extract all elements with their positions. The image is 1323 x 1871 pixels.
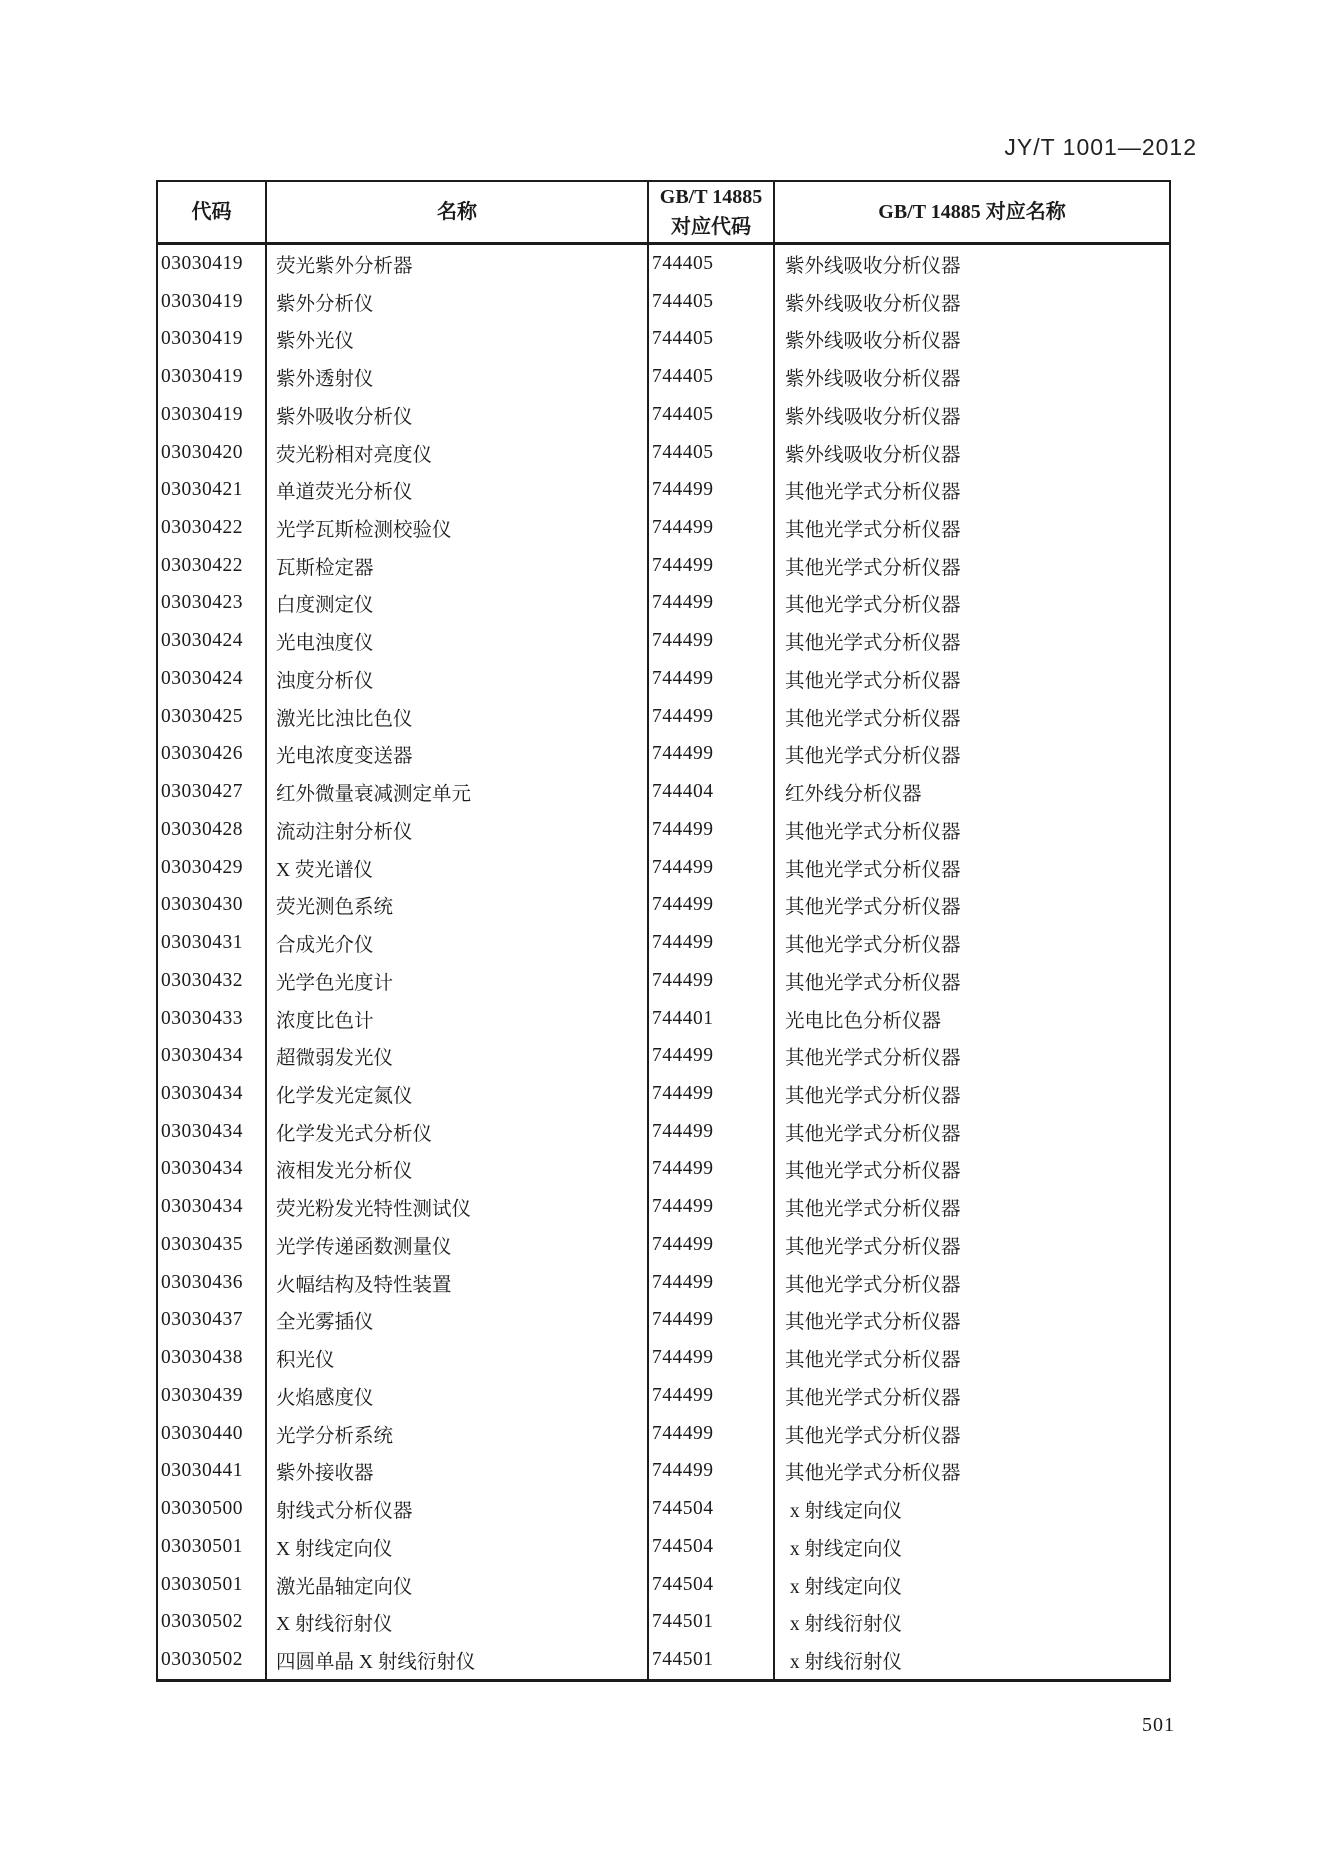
cell-gbt-name: 紫外线吸收分析仪器 xyxy=(785,406,961,428)
table-row xyxy=(158,962,1169,1000)
cell-name: 全光雾插仪 xyxy=(267,1302,649,1340)
cell-code: 03030437 xyxy=(158,1302,267,1340)
cell-code: 03030502 xyxy=(158,1603,267,1641)
cell-gbt-name: x 射线定向仪 xyxy=(785,1501,903,1523)
cell-gbt-code: 744499 xyxy=(649,1415,775,1453)
cell-gbt-code: 744499 xyxy=(649,1075,775,1113)
cell-name: 白度测定仪 xyxy=(267,585,649,623)
table-row xyxy=(158,320,1169,358)
cell-gbt-code: 744499 xyxy=(649,1339,775,1377)
cell-gbt-name: 其他光学式分析仪器 xyxy=(785,482,961,504)
cell-name: X 荧光谱仪 xyxy=(267,849,649,887)
cell-code: 03030501 xyxy=(158,1528,267,1566)
table-row xyxy=(158,471,1169,509)
cell-name: 液相发光分析仪 xyxy=(267,1151,649,1189)
table-row xyxy=(158,1528,1169,1566)
cell-gbt-name: 其他光学式分析仪器 xyxy=(785,557,961,579)
cell-name: X 射线定向仪 xyxy=(267,1528,649,1566)
table-row xyxy=(158,585,1169,623)
header-cell-gbt-code xyxy=(649,182,775,242)
cell-gbt-code: 744499 xyxy=(649,1377,775,1415)
cell-gbt-code: 744405 xyxy=(649,283,775,321)
cell-gbt-name: 其他光学式分析仪器 xyxy=(785,708,961,730)
table-row xyxy=(158,698,1169,736)
cell-name: 光学分析系统 xyxy=(267,1415,649,1453)
cell-name: 荧光粉发光特性测试仪 xyxy=(267,1188,649,1226)
cell-gbt-name: 其他光学式分析仪器 xyxy=(785,1236,961,1258)
header-gbt-code-line2: 对应代码 xyxy=(671,216,751,238)
cell-name: 荧光测色系统 xyxy=(267,886,649,924)
cell-name: 紫外吸收分析仪 xyxy=(267,396,649,434)
table-row xyxy=(158,849,1169,887)
cell-gbt-name: 光电比色分析仪器 xyxy=(785,1010,942,1032)
cell-gbt-code: 744405 xyxy=(649,434,775,472)
table-body xyxy=(158,245,1169,1679)
table-row xyxy=(158,622,1169,660)
cell-code: 03030438 xyxy=(158,1339,267,1377)
table-row xyxy=(158,1037,1169,1075)
cell-gbt-code: 744405 xyxy=(649,358,775,396)
cell-name: 浓度比色计 xyxy=(267,1000,649,1038)
table-row xyxy=(158,1226,1169,1264)
header-cell-code: 代码 xyxy=(158,182,267,242)
cell-name: 光电浓度变送器 xyxy=(267,736,649,774)
cell-name: 光电浊度仪 xyxy=(267,622,649,660)
cell-gbt-name: x 射线衍射仪 xyxy=(785,1614,903,1636)
cell-code: 03030434 xyxy=(158,1151,267,1189)
table-row xyxy=(158,1264,1169,1302)
cell-gbt-code: 744501 xyxy=(649,1641,775,1679)
cell-name: 光学传递函数测量仪 xyxy=(267,1226,649,1264)
table-row xyxy=(158,924,1169,962)
cell-code: 03030429 xyxy=(158,849,267,887)
cell-gbt-code: 744404 xyxy=(649,773,775,811)
cell-name: 紫外分析仪 xyxy=(267,283,649,321)
cell-gbt-name: x 射线定向仪 xyxy=(785,1538,903,1560)
cell-name: 紫外透射仪 xyxy=(267,358,649,396)
cell-code: 03030434 xyxy=(158,1188,267,1226)
cell-gbt-code: 744499 xyxy=(649,1453,775,1491)
cell-name: 流动注射分析仪 xyxy=(267,811,649,849)
cell-gbt-code: 744499 xyxy=(649,849,775,887)
cell-code: 03030434 xyxy=(158,1113,267,1151)
cell-gbt-name: 其他光学式分析仪器 xyxy=(785,1048,961,1070)
cell-name: 荧光紫外分析器 xyxy=(267,245,649,283)
table-row xyxy=(158,1113,1169,1151)
cell-gbt-name: 红外线分析仪器 xyxy=(785,784,922,806)
table-row xyxy=(158,396,1169,434)
header-cell-name: 名称 xyxy=(267,182,649,242)
cell-name: 单道荧光分析仪 xyxy=(267,471,649,509)
cell-gbt-code: 744499 xyxy=(649,1226,775,1264)
table-row xyxy=(158,1377,1169,1415)
cell-gbt-code: 744405 xyxy=(649,245,775,283)
cell-name: 光学色光度计 xyxy=(267,962,649,1000)
cell-name: 激光比浊比色仪 xyxy=(267,698,649,736)
cell-gbt-code: 744499 xyxy=(649,585,775,623)
cell-code: 03030424 xyxy=(158,622,267,660)
cell-name: 超微弱发光仪 xyxy=(267,1037,649,1075)
cell-gbt-name: 其他光学式分析仪器 xyxy=(785,1463,961,1485)
table-row xyxy=(158,1000,1169,1038)
cell-code: 03030436 xyxy=(158,1264,267,1302)
table-row xyxy=(158,245,1169,283)
cell-gbt-name: 其他光学式分析仪器 xyxy=(785,595,961,617)
cell-gbt-name: 其他光学式分析仪器 xyxy=(785,1123,961,1145)
table-row xyxy=(158,1566,1169,1604)
cell-gbt-code: 744499 xyxy=(649,886,775,924)
cell-name: 激光晶轴定向仪 xyxy=(267,1566,649,1604)
cell-gbt-code: 744499 xyxy=(649,1151,775,1189)
cell-gbt-code: 744499 xyxy=(649,962,775,1000)
table-row xyxy=(158,811,1169,849)
cell-gbt-code: 744499 xyxy=(649,547,775,585)
table-row xyxy=(158,358,1169,396)
cell-gbt-code: 744405 xyxy=(649,320,775,358)
cell-gbt-code: 744499 xyxy=(649,660,775,698)
cell-name: 紫外光仪 xyxy=(267,320,649,358)
cell-gbt-code: 744499 xyxy=(649,924,775,962)
table-row xyxy=(158,773,1169,811)
table-row xyxy=(158,1415,1169,1453)
table-row xyxy=(158,1151,1169,1189)
cell-code: 03030420 xyxy=(158,434,267,472)
cell-gbt-name: 其他光学式分析仪器 xyxy=(785,1274,961,1296)
cell-code: 03030431 xyxy=(158,924,267,962)
cell-code: 03030427 xyxy=(158,773,267,811)
table-row xyxy=(158,1339,1169,1377)
cell-gbt-name: 其他光学式分析仪器 xyxy=(785,897,961,919)
cell-gbt-name: 紫外线吸收分析仪器 xyxy=(785,293,961,315)
cell-code: 03030434 xyxy=(158,1037,267,1075)
cell-gbt-name: x 射线定向仪 xyxy=(785,1576,903,1598)
code-mapping-table xyxy=(156,180,1171,1682)
cell-gbt-name: 紫外线吸收分析仪器 xyxy=(785,444,961,466)
cell-gbt-name: 其他光学式分析仪器 xyxy=(785,972,961,994)
cell-gbt-name: 其他光学式分析仪器 xyxy=(785,633,961,655)
cell-code: 03030500 xyxy=(158,1490,267,1528)
cell-gbt-name: 其他光学式分析仪器 xyxy=(785,1161,961,1183)
cell-code: 03030419 xyxy=(158,320,267,358)
cell-gbt-code: 744499 xyxy=(649,698,775,736)
cell-gbt-name: 其他光学式分析仪器 xyxy=(785,1312,961,1334)
cell-gbt-code: 744499 xyxy=(649,736,775,774)
cell-code: 03030419 xyxy=(158,245,267,283)
cell-gbt-name: 其他光学式分析仪器 xyxy=(785,821,961,843)
table-row xyxy=(158,886,1169,924)
table-row xyxy=(158,1188,1169,1226)
cell-gbt-code: 744499 xyxy=(649,1113,775,1151)
cell-name: 浊度分析仪 xyxy=(267,660,649,698)
cell-code: 03030419 xyxy=(158,283,267,321)
cell-name: 光学瓦斯检测校验仪 xyxy=(267,509,649,547)
cell-code: 03030439 xyxy=(158,1377,267,1415)
table-row xyxy=(158,509,1169,547)
cell-gbt-code: 744499 xyxy=(649,509,775,547)
cell-gbt-name: x 射线衍射仪 xyxy=(785,1652,903,1674)
cell-gbt-name: 其他光学式分析仪器 xyxy=(785,746,961,768)
cell-gbt-name: 紫外线吸收分析仪器 xyxy=(785,369,961,391)
cell-gbt-name: 紫外线吸收分析仪器 xyxy=(785,331,961,353)
cell-gbt-code: 744499 xyxy=(649,811,775,849)
cell-gbt-name: 其他光学式分析仪器 xyxy=(785,935,961,957)
cell-name: 化学发光定氮仪 xyxy=(267,1075,649,1113)
table-row xyxy=(158,736,1169,774)
cell-code: 03030425 xyxy=(158,698,267,736)
header-cell-gbt-name: GB/T 14885 对应名称 xyxy=(878,201,1066,223)
cell-code: 03030441 xyxy=(158,1453,267,1491)
table-row xyxy=(158,1075,1169,1113)
cell-gbt-name: 其他光学式分析仪器 xyxy=(785,670,961,692)
cell-gbt-code: 744504 xyxy=(649,1490,775,1528)
cell-name: 红外微量衰减测定单元 xyxy=(267,773,649,811)
table-row xyxy=(158,1603,1169,1641)
cell-name: 火幅结构及特性装置 xyxy=(267,1264,649,1302)
cell-gbt-code: 744499 xyxy=(649,1264,775,1302)
cell-code: 03030440 xyxy=(158,1415,267,1453)
table-row xyxy=(158,1302,1169,1340)
cell-name: 瓦斯检定器 xyxy=(267,547,649,585)
cell-name: 合成光介仪 xyxy=(267,924,649,962)
cell-code: 03030434 xyxy=(158,1075,267,1113)
cell-code: 03030426 xyxy=(158,736,267,774)
cell-code: 03030430 xyxy=(158,886,267,924)
cell-gbt-code: 744504 xyxy=(649,1566,775,1604)
cell-name: 火焰感度仪 xyxy=(267,1377,649,1415)
cell-code: 03030432 xyxy=(158,962,267,1000)
cell-gbt-code: 744499 xyxy=(649,1037,775,1075)
table-row xyxy=(158,434,1169,472)
header-gbt-code-line1: GB/T 14885 xyxy=(659,186,763,208)
cell-gbt-code: 744499 xyxy=(649,622,775,660)
cell-code: 03030423 xyxy=(158,585,267,623)
cell-name: 四圆单晶 X 射线衍射仪 xyxy=(267,1641,649,1679)
cell-code: 03030502 xyxy=(158,1641,267,1679)
cell-gbt-code: 744501 xyxy=(649,1603,775,1641)
cell-code: 03030422 xyxy=(158,547,267,585)
cell-gbt-code: 744405 xyxy=(649,396,775,434)
cell-code: 03030501 xyxy=(158,1566,267,1604)
cell-name: X 射线衍射仪 xyxy=(267,1603,649,1641)
cell-gbt-code: 744499 xyxy=(649,471,775,509)
table-row xyxy=(158,660,1169,698)
document-standard-number: JY/T 1001—2012 xyxy=(1004,134,1197,160)
cell-code: 03030421 xyxy=(158,471,267,509)
cell-gbt-name: 其他光学式分析仪器 xyxy=(785,1199,961,1221)
cell-gbt-name: 其他光学式分析仪器 xyxy=(785,1387,961,1409)
cell-code: 03030428 xyxy=(158,811,267,849)
cell-name: 紫外接收器 xyxy=(267,1453,649,1491)
cell-code: 03030422 xyxy=(158,509,267,547)
cell-gbt-name: 其他光学式分析仪器 xyxy=(785,1086,961,1108)
table-row xyxy=(158,1641,1169,1679)
cell-gbt-name: 其他光学式分析仪器 xyxy=(785,1350,961,1372)
cell-gbt-name: 其他光学式分析仪器 xyxy=(785,859,961,881)
cell-code: 03030424 xyxy=(158,660,267,698)
cell-gbt-code: 744499 xyxy=(649,1302,775,1340)
cell-name: 积光仪 xyxy=(267,1339,649,1377)
cell-name: 射线式分析仪器 xyxy=(267,1490,649,1528)
table-row xyxy=(158,1453,1169,1491)
table-row xyxy=(158,283,1169,321)
cell-gbt-code: 744499 xyxy=(649,1188,775,1226)
cell-gbt-code: 744401 xyxy=(649,1000,775,1038)
cell-code: 03030419 xyxy=(158,358,267,396)
cell-gbt-name: 紫外线吸收分析仪器 xyxy=(785,255,961,277)
cell-code: 03030435 xyxy=(158,1226,267,1264)
cell-gbt-name: 其他光学式分析仪器 xyxy=(785,1425,961,1447)
table-header-row xyxy=(158,182,1169,245)
cell-name: 化学发光式分析仪 xyxy=(267,1113,649,1151)
table-row xyxy=(158,547,1169,585)
cell-gbt-name: 其他光学式分析仪器 xyxy=(785,520,961,541)
cell-code: 03030433 xyxy=(158,1000,267,1038)
cell-name: 荧光粉相对亮度仪 xyxy=(267,434,649,472)
page-number: 501 xyxy=(1142,1714,1175,1736)
cell-code: 03030419 xyxy=(158,396,267,434)
cell-gbt-code: 744504 xyxy=(649,1528,775,1566)
table-row xyxy=(158,1490,1169,1528)
